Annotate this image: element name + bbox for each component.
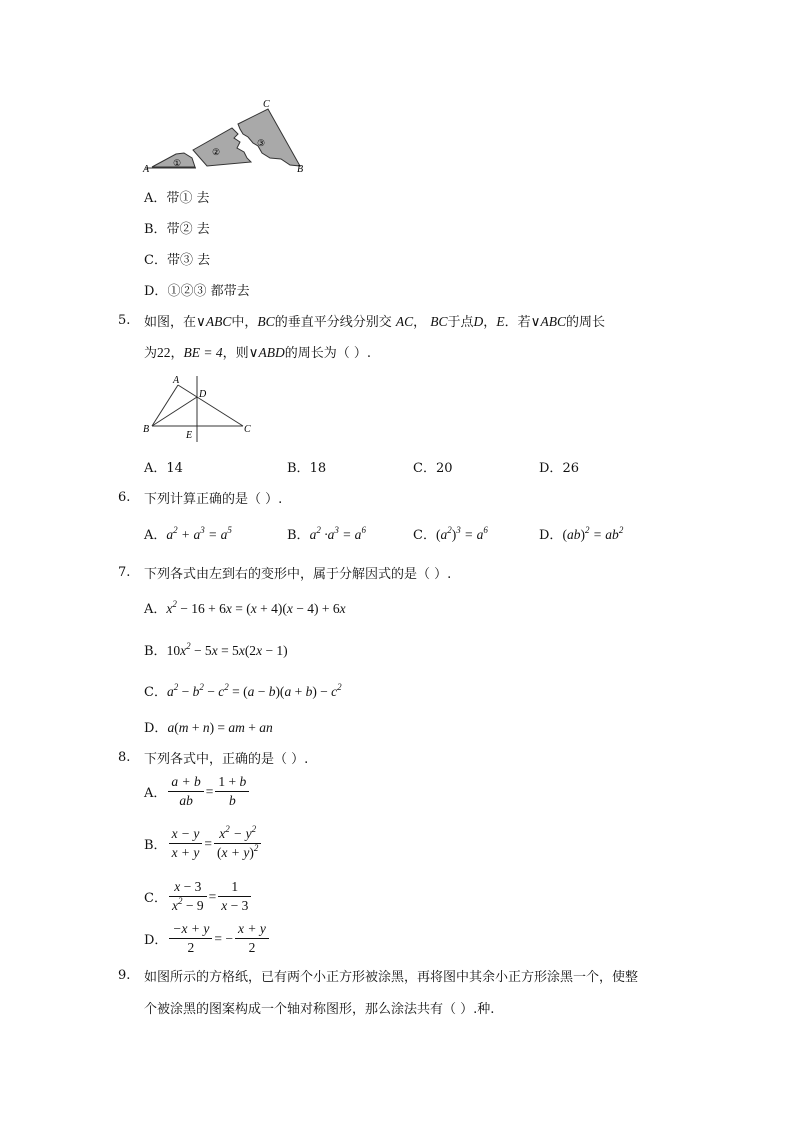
q4-option-c[interactable] xyxy=(144,249,210,268)
q7-option-a[interactable]: A．$x^2 - 16 + 6x = (x + 4)(x - 4) + 6x$ xyxy=(144,599,346,617)
q4-option-a[interactable] xyxy=(144,187,210,206)
broken-triangle-figure xyxy=(140,96,315,176)
label-B: B xyxy=(143,424,150,435)
piece-3 xyxy=(238,109,300,166)
label-E: E xyxy=(186,430,193,441)
q4-option-b[interactable] xyxy=(144,218,210,237)
q4-option-d[interactable] xyxy=(144,280,250,299)
q8-option-c[interactable]: C． $\frac{x - 3}{x^2 - 9}$ = $\frac{1}{x - 3}$ xyxy=(144,878,253,915)
option-text: ①②③ 都带去 xyxy=(167,284,250,299)
option-letter: B． xyxy=(144,222,167,237)
q7-number: 7. xyxy=(118,565,131,580)
q8-option-b[interactable]: B． $\frac{x - y}{x + y}$ = $\frac{x^2 - y^2}{(x + y)^2}$ xyxy=(144,825,263,862)
label-D: D xyxy=(199,389,207,400)
option-letter: C． xyxy=(144,253,167,268)
q7-option-c[interactable]: C．$a^2 - b^2 - c^2 = (a - b)(a + b) - c^2$ xyxy=(144,682,342,700)
q5-stem-line2: 为22，BE = 4，则∨ABD的周长为（ ）. xyxy=(144,345,372,361)
q8-option-a[interactable]: A． $\frac{a + b}{ab}$ = $\frac{1 + b}{b}$ xyxy=(144,773,251,810)
option-letter: A． xyxy=(144,191,167,206)
label-circle-1: ① xyxy=(173,158,182,168)
label-circle-2: ② xyxy=(212,147,221,157)
label-circle-3: ③ xyxy=(257,138,266,148)
q6-option-a[interactable]: A．$a^2 + a^3 = a^5$ xyxy=(144,525,232,543)
triangle-bisector-figure xyxy=(140,372,260,444)
option-text: 带① 去 xyxy=(166,191,210,206)
q9-stem-line2: 个被涂黑的图案构成一个轴对称图形，那么涂法共有（ ）.种. xyxy=(144,1002,495,1017)
q6-option-b[interactable]: B．$a^2 \cdot a^3 = a^6$ xyxy=(287,525,366,543)
q5-option-c[interactable]: C．20 xyxy=(413,461,453,476)
q5-option-b[interactable]: B．18 xyxy=(287,461,327,476)
q6-option-c[interactable]: C．$(a^2)^3 = a^6$ xyxy=(413,525,488,543)
q6-option-d[interactable]: D．$(ab)^2 = ab^2$ xyxy=(539,525,624,543)
label-A: A xyxy=(173,375,180,386)
q6-number: 6. xyxy=(118,490,131,505)
option-text: 带③ 去 xyxy=(166,253,211,268)
q8-option-d[interactable]: D． $\frac{-x + y}{2}$ = − $\frac{x + y}{2}$ xyxy=(144,920,271,957)
q9-number: 9. xyxy=(118,968,131,983)
option-text: 带② 去 xyxy=(166,222,210,237)
label-C: C xyxy=(263,99,270,110)
q8-stem: 下列各式中，正确的是（ ）. xyxy=(144,752,309,767)
q7-option-d[interactable]: D．a(m + n) = am + an xyxy=(144,720,273,736)
label-B: B xyxy=(297,164,304,175)
label-C: C xyxy=(244,424,251,435)
q7-option-b[interactable]: B．$10x^2 - 5x = 5x(2x - 1)$ xyxy=(144,641,288,659)
q5-number: 5. xyxy=(118,313,131,328)
q5-stem-line1: 如图，在∨ABC中，BC的垂直平分线分别交 AC， BC于点D，E．若∨ABC的周长 xyxy=(144,314,605,330)
q5-option-a[interactable]: A．14 xyxy=(144,461,183,476)
q6-stem: 下列计算正确的是（ ）. xyxy=(144,492,283,507)
q7-stem: 下列各式由左到右的变形中，属于分解因式的是（ ）. xyxy=(144,567,452,582)
q8-number: 8. xyxy=(118,750,131,765)
q9-stem-line1: 如图所示的方格纸，已有两个小正方形被涂黑，再将图中其余小正方形涂黑一个，使整 xyxy=(144,970,639,985)
label-A: A xyxy=(143,164,150,175)
q5-option-d[interactable]: D．26 xyxy=(539,461,579,476)
option-letter: D． xyxy=(144,284,168,299)
